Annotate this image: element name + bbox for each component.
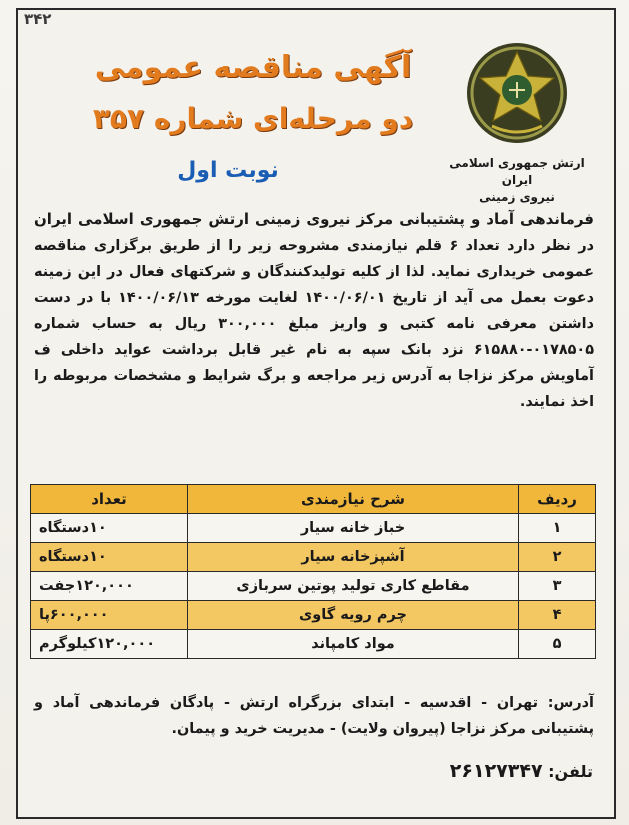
announcement-body	[34, 206, 594, 415]
announcement-text: در نظر دارد تعداد ۶ قلم نیازمندی مشروحه زیر را از طریق برگزاری مناقصه عمومی خریداری نماید. لذا از کلیه تولیدکنندگان و شرکتهای فعال در این زمینه دعوت بعمل می آید از تاریخ ۱۴۰۰/۰۶/۰۱ لغایت مورخه ۱۴۰۰/۰۶/۱۳ با در دست داشتن معرفی نامه کتبی و واریز مبلغ ۳۰۰,۰۰۰ ریال به حساب شماره ۰۱۷۸۵۰۵-۶۱۵۸۸۰ نزد بانک سپه به نام غیر قابل برداشت عواید داخلی ف آماویش مرکز نزاجا به آدرس زیر مراجعه و برگ شرایط و مشخصات مربوطه را اخذ نمایند.	[34, 238, 594, 410]
table-row	[31, 543, 596, 572]
table-row	[31, 630, 596, 659]
requirements-table	[30, 484, 596, 659]
row-description: خباز خانه سیار	[188, 514, 519, 543]
row-quantity: ۱۲۰,۰۰۰کیلوگرم	[31, 630, 188, 659]
header-quantity: تعداد	[31, 485, 188, 514]
row-number: ۳	[519, 572, 596, 601]
page-corner-number: ۳۴۲	[24, 10, 52, 28]
table-row	[31, 572, 596, 601]
row-description: آشپزخانه سیار	[188, 543, 519, 572]
table-row	[31, 601, 596, 630]
org-line-2: نیروی زمینی	[479, 190, 555, 204]
row-number: ۴	[519, 601, 596, 630]
row-quantity: ۱۰دستگاه	[31, 514, 188, 543]
row-description: مواد کامپاند	[188, 630, 519, 659]
announcement-lead: فرماندهی آماد و پشتیبانی مرکز نیروی زمینی ارتش جمهوری اسلامی ایران	[34, 210, 594, 228]
table-row	[31, 514, 596, 543]
tender-title: آگهی مناقصه عمومی	[94, 50, 412, 85]
address-text: آدرس: تهران - اقدسیه - ابتدای بزرگراه ارتش - پادگان فرماندهی آماد و پشتیبانی مرکز نزاجا (پیروان ولایت) - مدیریت خرید و پیمان.	[34, 695, 594, 737]
organization-name	[442, 155, 592, 206]
row-quantity: ۱۲۰,۰۰۰جفت	[31, 572, 188, 601]
army-emblem-logo	[462, 38, 572, 148]
header-description: شرح نیازمندی	[188, 485, 519, 514]
phone-label: تلفن:	[548, 762, 593, 781]
tender-subtitle: دو مرحله‌ای شماره ۳۵۷	[92, 102, 414, 135]
row-quantity: ۶۰۰,۰۰۰پا	[31, 601, 188, 630]
tender-round: نوبت اول	[177, 158, 279, 183]
row-quantity: ۱۰دستگاه	[31, 543, 188, 572]
phone-line	[450, 760, 593, 782]
row-description: مقاطع کاری تولید پوتین سربازی	[188, 572, 519, 601]
header-row-number: ردیف	[519, 485, 596, 514]
phone-number: ۲۶۱۲۷۳۴۷	[449, 760, 543, 782]
row-number: ۵	[519, 630, 596, 659]
org-line-1: ارتش جمهوری اسلامی ایران	[449, 156, 585, 187]
row-number: ۱	[519, 514, 596, 543]
row-number: ۲	[519, 543, 596, 572]
row-description: چرم رویه گاوی	[188, 601, 519, 630]
